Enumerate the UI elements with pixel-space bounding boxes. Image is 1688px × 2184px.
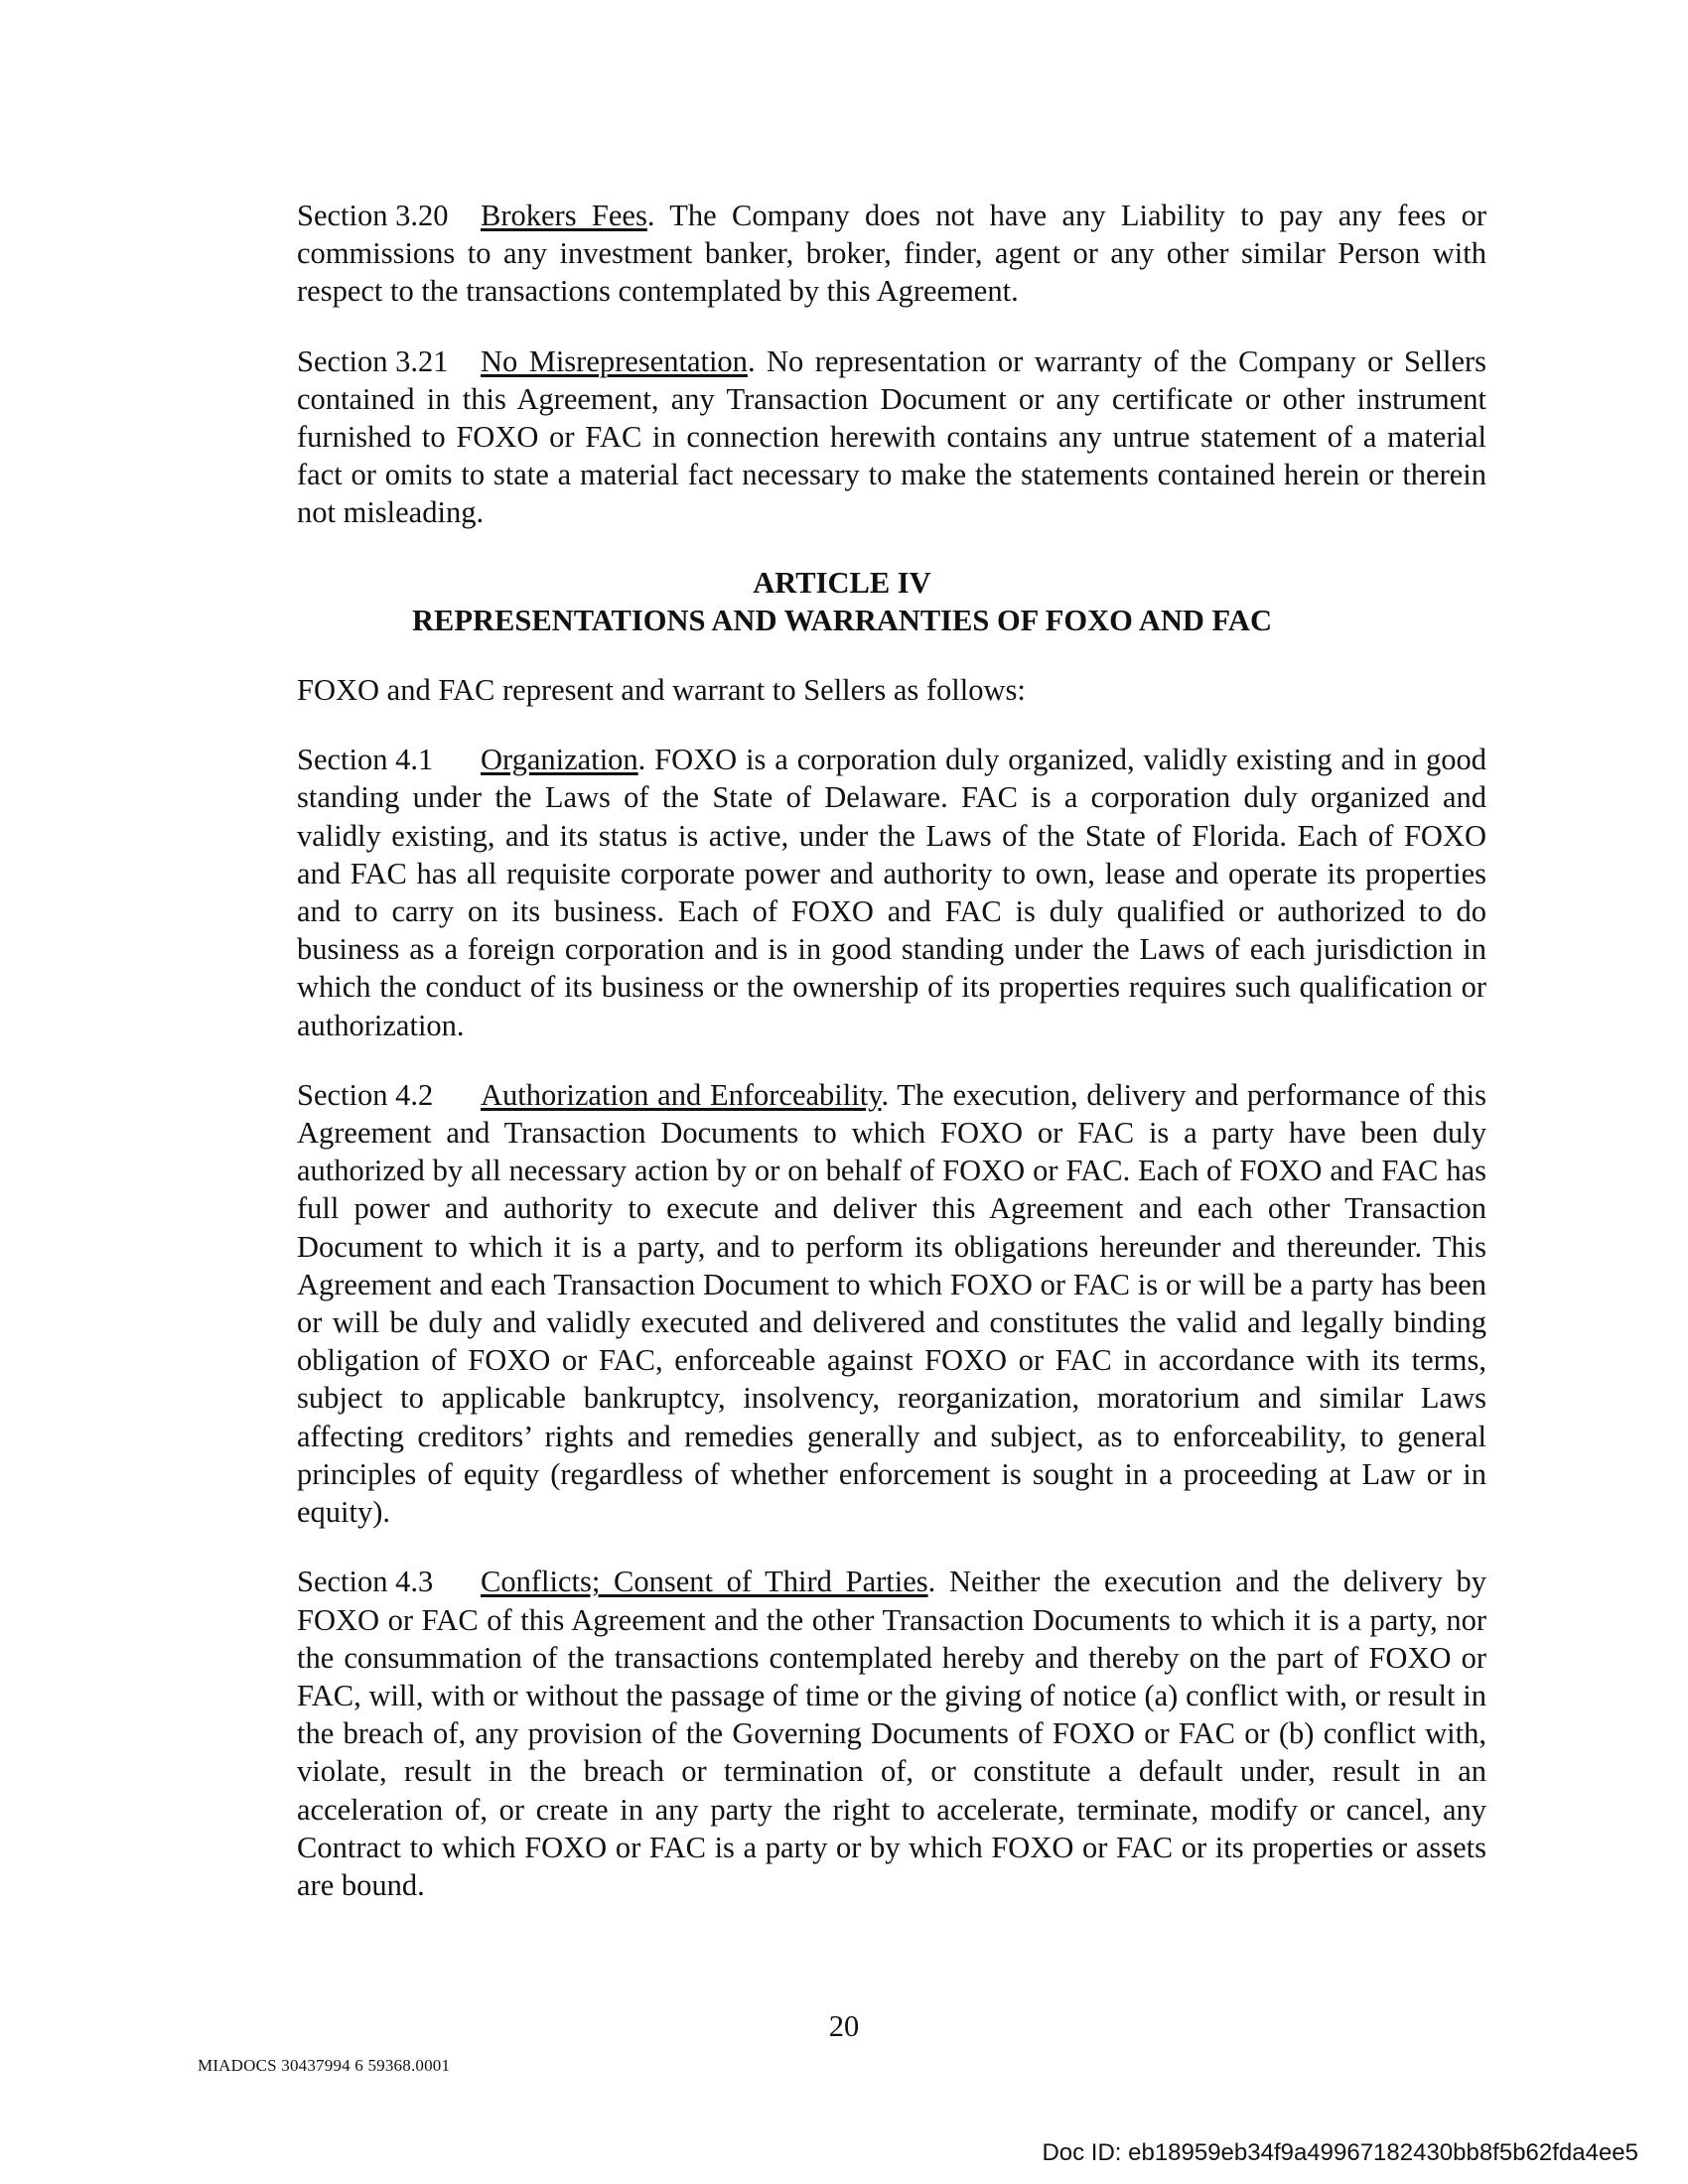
section-label: Section 4.1 bbox=[297, 743, 434, 777]
doc-id-stamp: Doc ID: eb18959eb34f9a49967182430bb8f5b62fda4ee5 bbox=[1042, 2139, 1638, 2166]
section-title: Organization bbox=[481, 743, 638, 777]
section-label: Section 3.20 bbox=[297, 199, 449, 232]
section-label: Section 4.3 bbox=[297, 1565, 434, 1599]
section-title: Conflicts; Consent of Third Parties bbox=[481, 1565, 928, 1599]
page-number: 20 bbox=[828, 2009, 860, 2043]
section-label: Section 4.2 bbox=[297, 1077, 434, 1112]
article-number: ARTICLE IV bbox=[753, 565, 931, 600]
section-title: Authorization and Enforceability bbox=[481, 1077, 882, 1112]
section-title: Brokers Fees bbox=[481, 199, 647, 232]
section-4-1: Section 4.1 Organization. FOXO is a corporation duly organized, validly existing and in good standing under the Laws of the State of Delaware. FAC is a corporation duly organized and validly existing, and its status is active, under the Laws of the State of Florida. Each of FOXO and FAC has all requisite corporate power and authority to own, lease and operate its properties and to carry on its business. Each of FOXO and FAC is duly qualified or authorized to do business as a foreign corporation and is in good standing under the Laws of each jurisdiction in which the conduct of its business or the ownership of its properties requires such qualification or authorization. bbox=[297, 743, 1486, 1042]
footer-doc-code: MIADOCS 30437994 6 59368.0001 bbox=[198, 2056, 451, 2075]
document-body bbox=[198, 197, 1486, 1936]
section-4-3: Section 4.3 Conflicts; Consent of Third Parties. Neither the execution and the delivery by FOXO or FAC of this Agreement and the other Transaction Documents to which it is a party, nor the consummation of the transactions contemplated hereby and thereby on the part of FOXO or FAC, will, with or without the passage of time or the giving of notice (a) conflict with, or result in the breach of, any provision of the Governing Documents of FOXO or FAC or (b) conflict with, violate, result in the breach or termination of, or constitute a default under, result in an acceleration of, or create in any party the right to accelerate, terminate, modify or cancel, any Contract to which FOXO or FAC is a party or by which FOXO or FAC or its properties or assets are bound. bbox=[297, 1565, 1487, 1902]
section-body: FOXO is a corporation duly organized, validly existing and in good standing under the Laws of the State of Delaware. FAC is a corporation duly organized and validly existing, and its status is active, under the Laws of the State of Florida. Each of FOXO and FAC has all requisite corporate power and authority to own, lease and operate its properties and to carry on its business. Each of FOXO and FAC is duly qualified or authorized to do business as a foreign corporation and is in good standing under the Laws of each jurisdiction in which the conduct of its business or the ownership of its properties requires such qualification or authorization. bbox=[297, 743, 1486, 1042]
section-body: Neither the execution and the delivery by FOXO or FAC of this Agreement and the other Transaction Documents to which it is a party, nor the consummation of the transactions contemplated hereby and thereby on the part of FOXO or FAC, will, with or without the passage of time or the giving of notice (a) conflict with, or result in the breach of, any provision of the Governing Documents of FOXO or FAC or (b) conflict with, violate, result in the breach or termination of, or constitute a default under, result in an acceleration of, or create in any party the right to accelerate, terminate, modify or cancel, any Contract to which FOXO or FAC is a party or by which FOXO or FAC or its properties or assets are bound. bbox=[297, 1565, 1487, 1902]
section-title: No Misrepresentation bbox=[481, 343, 748, 378]
section-label: Section 3.21 bbox=[297, 343, 449, 378]
article-title: REPRESENTATIONS AND WARRANTIES OF FOXO AND FAC bbox=[412, 603, 1272, 637]
section-3-21: Section 3.21 No Misrepresentation. No representation or warranty of the Company or Sellers contained in this Agreement, any Transaction Document or any certificate or other instrument furnished to FOXO or FAC in connection herewith contains any untrue statement of a material fact or omits to state a material fact necessary to make the statements contained herein or therein not misleading. bbox=[297, 343, 1487, 530]
article-heading bbox=[198, 564, 1486, 639]
section-body: The Company does not have any Liability to pay any fees or commissions to any investment banker, broker, finder, agent or any other similar Person with respect to the transactions contemplated by this Agreement. bbox=[297, 199, 1486, 309]
section-body: The execution, delivery and performance of this Agreement and Transaction Documents to which FOXO or FAC is a party have been duly authorized by all necessary action by or on behalf of FOXO or FAC. Each of FOXO and FAC has full power and authority to execute and deliver this Agreement and each other Transaction Document to which it is a party, and to perform its obligations hereunder and thereunder. This Agreement and each Transaction Document to which FOXO or FAC is or will be a party has been or will be duly and validly executed and delivered and constitutes the valid and legally binding obligation of FOXO or FAC, enforceable against FOXO or FAC in accordance with its terms, subject to applicable bankruptcy, insolvency, reorganization, moratorium and similar Laws affecting creditors’ rights and remedies generally and subject, as to enforceability, to general principles of equity (regardless of whether enforcement is sought in a proceeding at Law or in equity). bbox=[297, 1077, 1486, 1530]
section-3-20: Section 3.20 Brokers Fees. The Company does not have any Liability to pay any fees or commissions to any investment banker, broker, finder, agent or any other similar Person with respect to the transactions contemplated by this Agreement. bbox=[297, 199, 1486, 309]
section-4-2: Section 4.2 Authorization and Enforceability. The execution, delivery and performance of this Agreement and Transaction Documents to which FOXO or FAC is a party have been duly authorized by all necessary action by or on behalf of FOXO or FAC. Each of FOXO and FAC has full power and authority to execute and deliver this Agreement and each other Transaction Document to which it is a party, and to perform its obligations hereunder and thereunder. This Agreement and each Transaction Document to which FOXO or FAC is or will be a party has been or will be duly and validly executed and delivered and constitutes the valid and legally binding obligation of FOXO or FAC, enforceable against FOXO or FAC in accordance with its terms, subject to applicable bankruptcy, insolvency, reorganization, moratorium and similar Laws affecting creditors’ rights and remedies generally and subject, as to enforceability, to general principles of equity (regardless of whether enforcement is sought in a proceeding at Law or in equity). bbox=[297, 1077, 1486, 1530]
section-body: No representation or warranty of the Company or Sellers contained in this Agreement, any Transaction Document or any certificate or other instrument furnished to FOXO or FAC in connection herewith contains any untrue statement of a material fact or omits to state a material fact necessary to make the statements contained herein or therein not misleading. bbox=[297, 343, 1487, 530]
article-intro: FOXO and FAC represent and warrant to Sellers as follows: bbox=[297, 673, 1026, 708]
